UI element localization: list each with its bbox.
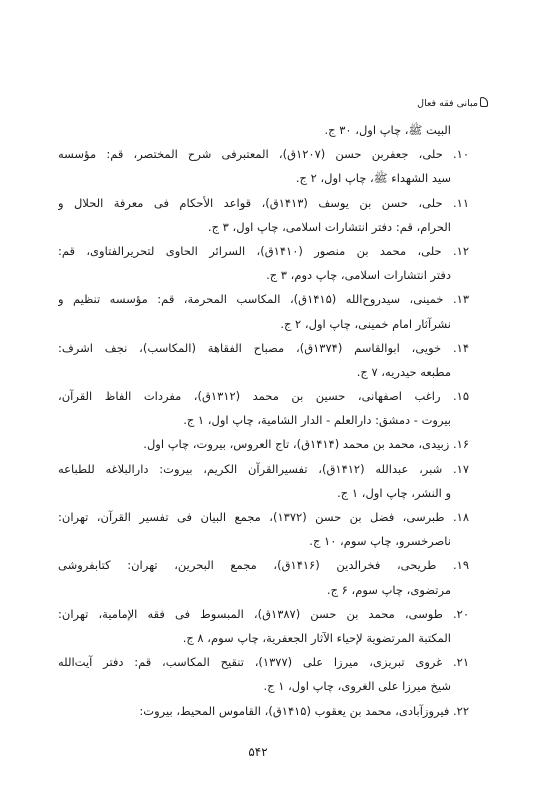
reference-entry — [58, 287, 469, 335]
reference-continuation-line: سید الشهداء ﷺ، چاپ اول، ۲ ج. — [295, 171, 451, 186]
reference-entry — [58, 699, 469, 723]
reference-entry — [58, 553, 469, 601]
reference-line: ۲۰. طوسی، محمد بن حسن (۱۳۸۷ق)، المبسوط فی فقه الإمامیة، تهران: — [58, 606, 469, 621]
reference-continuation-line: المکتبة المرتضویة لإحیاء الآثار الجعفریة، چاپ سوم، ۸ ج. — [182, 630, 451, 645]
reference-entry — [58, 432, 469, 456]
reference-line: ۲۲. فیروزآبادی، محمد بن یعقوب (۱۴۱۵ق)، القاموس المحیط، بیروت: — [139, 703, 469, 718]
reference-entry — [58, 384, 469, 432]
reference-line: ۱۷. شبر، عبدالله (۱۴۱۲ق)، تفسیرالقرآن الکریم، بیروت: دارالبلاغه للطباعه — [58, 461, 469, 476]
reference-line: ۱۵. راغب اصفهانی، حسین بن محمد (۱۳۱۲ق)، مفردات الفاظ القرآن، — [58, 389, 469, 404]
reference-entry — [58, 118, 469, 142]
reference-entry — [58, 191, 469, 239]
reference-continuation-line: الحرام، قم: دفتر انتشارات اسلامی، چاپ اول، ۳ ج. — [207, 219, 451, 234]
reference-line: ۱۰. حلی، جعفربن حسن (۱۲۰۷ق)، المعتبرفی شرح المختصر، قم: مؤسسه — [58, 147, 469, 162]
reference-line: ۱۸. طبرسی، فضل بن حسن (۱۳۷۲)، مجمع البیان فی تفسیر القرآن، تهران: — [58, 510, 469, 524]
reference-entry — [58, 602, 469, 650]
reference-continuation-line: بیروت - دمشق: دارالعلم - الدار الشامیة، چاپ اول، ۱ ج. — [183, 413, 451, 428]
reference-line: ۱۳. خمینی، سیدروح‌الله (۱۴۱۵ق)، المکاسب المحرمة، قم: مؤسسه تنظیم و — [58, 292, 469, 307]
reference-line: ۱۹. طریحی، فخرالدین (۱۴۱۶ق)، مجمع البحرین، تهران: کتابفروشی — [58, 558, 469, 573]
bookmark-icon — [480, 97, 488, 107]
reference-continuation-line: و النشر، چاپ اول، ۱ ج. — [337, 485, 451, 500]
reference-line: ۱۴. خویی، ابوالقاسم (۱۳۷۴ق)، مصباح الفقاهة (المکاسب)، نجف اشرف: — [58, 340, 469, 355]
reference-entry — [58, 457, 469, 505]
reference-list — [58, 118, 469, 723]
reference-entry — [58, 239, 469, 287]
reference-entry — [58, 650, 469, 698]
reference-continuation-line: مطبعه حیدریه، ۷ ج. — [356, 364, 451, 379]
reference-line: ۱۲. حلی، محمد بن منصور (۱۴۱۰ق)، السرائر الحاوی لتحریرالفتاوی، قم: — [58, 243, 469, 258]
reference-continuation-line: مرتضوی، چاپ سوم، ۶ ج. — [326, 582, 451, 597]
reference-line: ۲۱. غروی تبریزی، میرزا علی (۱۳۷۷)، تنقیح المکاسب، قم: دفتر آیت‌الله — [58, 655, 469, 670]
reference-line: ۱۶. زبیدی، محمد بن محمد (۱۴۱۴ق)، تاج العروس، بیروت، چاپ اول. — [143, 437, 469, 452]
reference-continuation-line: دفتر انتشارات اسلامی، چاپ دوم، ۳ ج. — [266, 268, 451, 283]
reference-continuation-line: نشرآثار امام خمینی، چاپ اول، ۲ ج. — [280, 316, 451, 331]
reference-line: ۱۱. حلی، حسن بن یوسف (۱۴۱۳ق)، قواعد الأحکام فی معرفة الحلال و — [58, 195, 469, 210]
running-header: مبانی فقه فعال — [417, 98, 478, 109]
reference-continuation-line: شیخ میرزا علی الغروی، چاپ اول، ۱ ج. — [263, 679, 451, 694]
reference-entry — [58, 142, 469, 190]
reference-entry — [58, 505, 469, 553]
page-number: ۵۴۲ — [248, 745, 268, 759]
reference-entry — [58, 336, 469, 384]
reference-continuation-line: البیت ﷺ، چاپ اول، ۳۰ ج. — [324, 123, 451, 137]
reference-continuation-line: ناصرخسرو، چاپ سوم، ۱۰ ج. — [309, 534, 451, 549]
